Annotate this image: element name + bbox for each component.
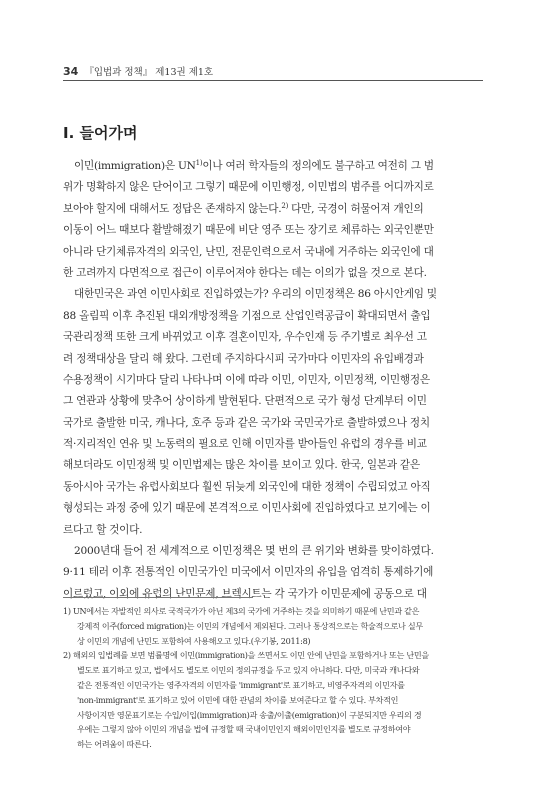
body-line xyxy=(63,199,483,220)
footnote-line: 1) UN에서는 자발적인 의사로 국적국가가 아닌 제3의 국가에 거주하는 것을 의미하기 때문에 난민과 같은 xyxy=(63,606,420,616)
body-line xyxy=(63,284,483,305)
footnote-marker: 2) xyxy=(281,201,289,210)
footnote-line: 같은 전통적인 이민국가는 영주자격의 이민자를 'immigrant'로 표기하고, 비영주자격의 이민자를 xyxy=(77,679,405,690)
footnotes xyxy=(63,604,485,752)
body-line xyxy=(63,584,483,605)
footnote-line: 'non-immigrant'로 표기하고 있어 이민에 대한 관념의 차이를 보여준다고 할 수 있다. 부차적인 xyxy=(77,694,399,705)
body-line-text: 려 정책대상을 달리 해 왔다. 그런데 주지하다시피 국가마다 이민자의 유입배경과 xyxy=(63,352,424,365)
footnote-divider xyxy=(63,597,253,598)
footnote-line: 별도로 표기하고 있고, 법에서도 별도로 이민의 정의규정을 두고 있지 아니하다. 다만, 미국과 캐나다와 xyxy=(77,665,420,676)
body-line-text: 해보더라도 이민정책 및 이민법제는 많은 차이를 보이고 있다. 한국, 일본과 같은 xyxy=(63,459,420,472)
body-line-text: 위가 명확하지 않은 단어이고 그렇기 때문에 이민행정, 이민법의 범주를 어디까지로 xyxy=(63,181,434,194)
footnote-marker: 1) xyxy=(195,159,203,167)
body-line-text: 이민(immigration)은 UN xyxy=(74,160,196,172)
body-line xyxy=(63,541,483,562)
body-line-text: 수용정책이 시기마다 달리 나타나며 이에 따라 이민, 이민자, 이민정책, 이민행정은 xyxy=(63,373,430,386)
body-line xyxy=(63,242,483,263)
body-line-text: 88 올림픽 이후 추진된 대외개방정책을 기점으로 산업인력공급이 확대되면서 출입 xyxy=(63,309,431,322)
body-line-text: 2000년대 들어 전 세계적으로 이민정책은 몇 번의 큰 위기와 변화를 맞이하였다. xyxy=(74,545,434,558)
body-line xyxy=(63,177,483,198)
footnote-line: 상 이민의 개념에 난민도 포함하여 사용해오고 있다.(우기봉, 2011:8) xyxy=(77,635,311,646)
body-line xyxy=(63,391,483,412)
page-number: 34 xyxy=(63,65,79,78)
running-header xyxy=(63,64,213,78)
body-line xyxy=(63,349,483,370)
body-line xyxy=(63,498,483,519)
body-text xyxy=(63,156,483,605)
body-line xyxy=(63,520,483,541)
body-line-text: 이동이 어느 때보다 활발해졌기 때문에 비단 영주 또는 장기로 체류하는 외국인뿐만 xyxy=(63,224,434,237)
body-line-text: 국관리정책 또한 크게 바뀌었고 이후 결혼이민자, 우수인재 등 주기별로 최우선 고 xyxy=(63,331,427,344)
footnote-line: 하는 어려움이 따른다. xyxy=(77,739,152,750)
footnote-line: 2) 해외의 입법례를 보면 범률명에 이민(immigration)을 쓰면서도 이민 안에 난민을 포함하거나 또는 난민을 xyxy=(63,650,429,661)
body-line-text: 동아시아 국가는 유럽사회보다 훨씬 뒤늦게 외국인에 대한 정책이 수립되었고 아직 xyxy=(63,480,431,493)
body-line-text: 국가로 출발한 미국, 캐나다, 호주 등과 같은 국가와 국민국가로 출발하였으나 정치 xyxy=(63,416,430,429)
body-line-text: 그 연관과 상황에 맞추어 상이하게 발현된다. 단편적으로 국가 형성 단계부터 이민 xyxy=(63,395,427,408)
body-line-text: 9·11 테러 이후 전통적인 이민국가인 미국에서 이민자의 유입을 엄격히 통제하기에 xyxy=(63,566,434,579)
body-line xyxy=(63,413,483,434)
body-line xyxy=(63,306,483,327)
body-line-text: 이르렀고, 이외에 유럽의 난민문제, 브렉시트는 각 국가가 이민문제에 공동으로 대 xyxy=(63,587,427,600)
body-line-text: 한 고려까지 다면적으로 접근이 이루어져야 한다는 데는 이의가 없을 것으로 본다. xyxy=(63,266,427,279)
header-rule xyxy=(63,80,483,81)
body-line-text: 보아야 할지에 대해서도 정답은 존재하지 않는다. xyxy=(63,202,282,215)
body-line xyxy=(63,370,483,391)
body-line xyxy=(63,156,483,177)
body-line-text: 적·지리적인 연유 및 노동력의 필요로 인해 이민자를 받아들인 유럽의 경우를 비교 xyxy=(63,438,427,451)
body-line xyxy=(63,327,483,348)
section-title: Ⅰ. 들어가며 xyxy=(63,124,138,142)
body-line xyxy=(63,220,483,241)
body-line-text: 아니라 단기체류자격의 외국인, 난민, 전문인력으로서 국내에 거주하는 외국인에 대 xyxy=(63,245,434,258)
body-line-text: 형성되는 과정 중에 있기 때문에 본격적으로 이민사회에 진입하였다고 보기에는 이 xyxy=(63,502,431,515)
footnote-line: 강제적 이주(forced migration)는 이민의 개념에서 제외된다. 그러나 통상적으로는 학술적으로나 실무 xyxy=(77,620,423,631)
body-line xyxy=(63,434,483,455)
body-line-text: 대한민국은 과연 이민사회로 진입하였는가? 우리의 이민정책은 86 아시안게임 및 xyxy=(74,288,437,301)
body-line xyxy=(63,263,483,284)
body-line-text: 이나 여러 학자들의 정의에도 불구하고 여전히 그 범 xyxy=(202,160,434,172)
body-line xyxy=(63,477,483,498)
journal-name: 『입법과 정책』 제13권 제1호 xyxy=(84,67,214,78)
footnote-line: 사항이지만 영문표기로는 수입/이입(immigration)과 송출/이출(emigration)이 구분되지만 우리의 경 xyxy=(77,709,422,720)
footnote-line: 우에는 그렇지 않아 이민의 개념을 법에 규정할 때 국내이민인지 해외이민인지를 별도로 규정하여야 xyxy=(77,724,411,735)
body-line-text: 다만, 국경이 허물어져 개인의 xyxy=(288,202,424,215)
body-line-text: 르다고 할 것이다. xyxy=(63,523,143,536)
body-line xyxy=(63,455,483,476)
body-line xyxy=(63,562,483,583)
